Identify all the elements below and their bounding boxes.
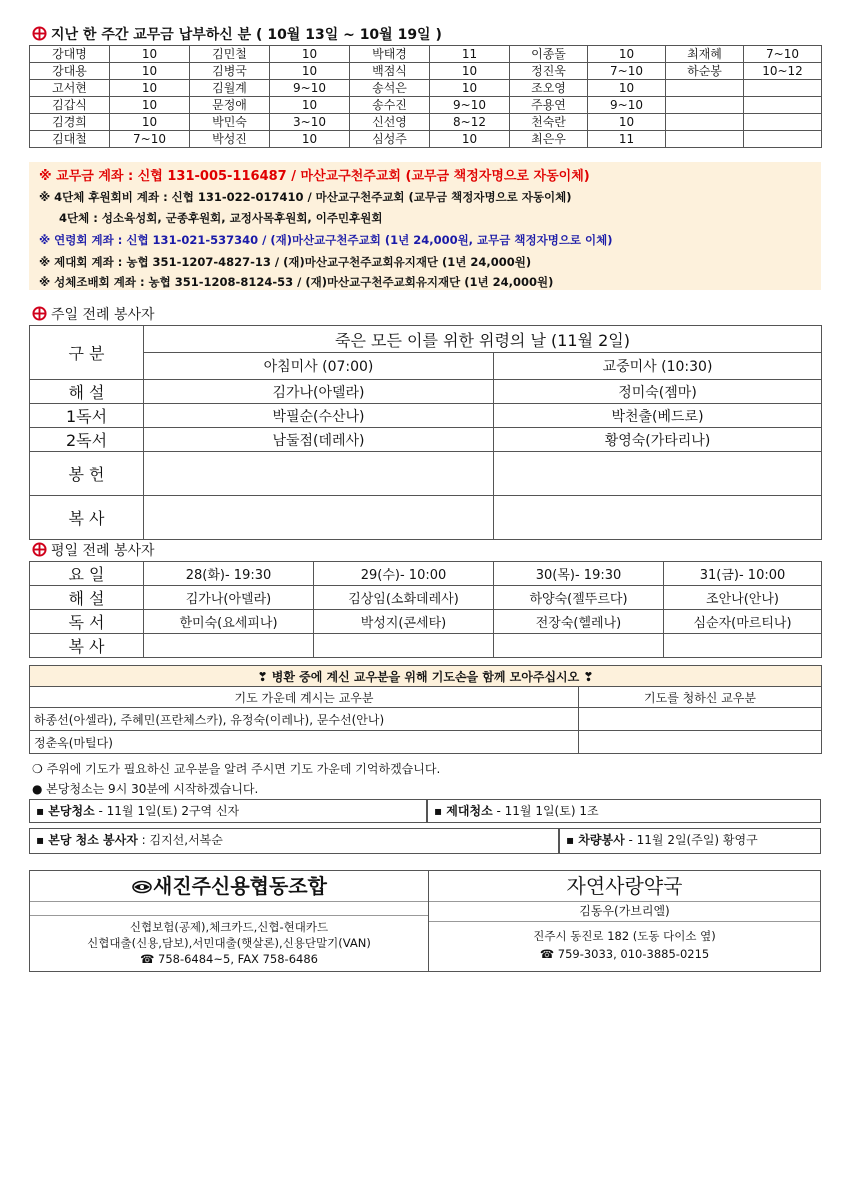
- donor-name: [666, 114, 744, 131]
- weekday-server: 전장숙(헬레나): [494, 610, 664, 634]
- donor-name: [666, 80, 744, 97]
- four-groups-account: ※ 4단체 후원회비 계좌 : 신협 131-022-017410 / 마산교구천주교회 (교무금 책정자명으로 자동이체): [39, 190, 572, 204]
- donor-months: 10: [588, 114, 666, 131]
- sunday-table: [29, 325, 822, 540]
- pharmacy-owner: 김동우(가브리엘): [429, 901, 820, 922]
- donor-months: 9~10: [430, 97, 510, 114]
- morning-server: [144, 496, 494, 540]
- donor-months: 7~10: [588, 63, 666, 80]
- credit-union-phone: 758-6484~5, FAX 758-6486: [158, 952, 318, 966]
- donor-months: 10: [270, 46, 350, 63]
- credit-union-name: 새진주신용협동조합: [153, 874, 327, 898]
- donor-name: 이종돌: [510, 46, 588, 63]
- donor-months: 10: [430, 131, 510, 148]
- weekday-header-label: 요 일: [30, 562, 144, 586]
- prayer-note: ❍ 주위에 기도가 필요하신 교우분을 알려 주시면 기도 가운데 기억하겠습니다.: [32, 762, 441, 776]
- morning-mass-header: 아침미사 (07:00): [144, 353, 494, 380]
- role-label: 해 설: [30, 586, 144, 610]
- donors-section-title: [32, 24, 442, 44]
- donor-name: 최은우: [510, 131, 588, 148]
- donors-table: [29, 45, 822, 148]
- donor-months: 10: [588, 80, 666, 97]
- donor-name: 신선영: [350, 114, 430, 131]
- donor-name: 송수진: [350, 97, 430, 114]
- four-groups-list: 4단체 : 성소육성회, 군종후원회, 교정사목후원회, 이주민후원회: [59, 211, 383, 225]
- donor-name: [666, 131, 744, 148]
- credit-union-spacer: [30, 901, 428, 916]
- donor-months: 7~10: [110, 131, 190, 148]
- donor-name: 정진욱: [510, 63, 588, 80]
- donor-name: 고서현: [30, 80, 110, 97]
- role-label: 2독서: [30, 428, 144, 452]
- cleaning-time-note: ● 본당청소는 9시 30분에 시작하겠습니다.: [32, 782, 259, 796]
- prayer-requester: [579, 708, 822, 731]
- main-server: 정미숙(젬마): [494, 380, 822, 404]
- donor-name: 송석은: [350, 80, 430, 97]
- cleaning-volunteers-label: ▪ 본당 청소 봉사자: [36, 833, 138, 847]
- donor-months: 9~10: [270, 80, 350, 97]
- church-cleaning-text: - 11월 1일(토) 2구역 신자: [94, 804, 240, 818]
- morning-server: 김가나(아델라): [144, 380, 494, 404]
- weekday-server: [494, 634, 664, 658]
- pharmacy-ad: [429, 871, 820, 971]
- donor-row: [30, 97, 822, 114]
- credit-union-ad: [30, 871, 428, 971]
- pharmacy-details: [429, 927, 820, 963]
- pharmacy-address: 진주시 동진로 182 (도동 다이소 옆): [533, 929, 716, 943]
- sunday-section-title: [32, 304, 155, 324]
- weekday-server: [144, 634, 314, 658]
- donor-name: 박민숙: [190, 114, 270, 131]
- main-server: 박천출(베드로): [494, 404, 822, 428]
- main-server: [494, 452, 822, 496]
- day-header: 28(화)- 19:30: [144, 562, 314, 586]
- donor-name: 김월계: [190, 80, 270, 97]
- credit-union-details: [30, 919, 428, 967]
- weekday-server: 조안나(안나): [664, 586, 822, 610]
- weekday-section-title: [32, 540, 155, 560]
- donor-months: 10: [270, 131, 350, 148]
- donor-row: [30, 46, 822, 63]
- donor-name: 심성주: [350, 131, 430, 148]
- credit-union-logo-icon: [131, 880, 153, 894]
- prayer-col-requester: 기도를 청하신 교우분: [579, 687, 822, 708]
- weekday-server: 하양숙(젤뚜르다): [494, 586, 664, 610]
- pharmacy-phone-row: [429, 945, 820, 963]
- altar-cleaning-text: - 11월 1일(토) 1조: [492, 804, 599, 818]
- donor-months: 10: [110, 97, 190, 114]
- donor-months: 9~10: [588, 97, 666, 114]
- donor-name: 최재혜: [666, 46, 744, 63]
- donor-months: 11: [588, 131, 666, 148]
- donor-name: 김병국: [190, 63, 270, 80]
- donor-months: 10: [430, 80, 510, 97]
- main-server: 황영숙(가타리나): [494, 428, 822, 452]
- donor-name: 박성진: [190, 131, 270, 148]
- weekday-server: 박성지(콘세타): [314, 610, 494, 634]
- day-header: 31(금)- 10:00: [664, 562, 822, 586]
- donor-name: 박태경: [350, 46, 430, 63]
- ads-box: [29, 870, 821, 972]
- credit-union-services: 신협보험(공제),체크카드,신협-현대카드: [129, 920, 329, 934]
- donor-name: 주용연: [510, 97, 588, 114]
- donor-name: 백점식: [350, 63, 430, 80]
- donor-months: 8~12: [430, 114, 510, 131]
- weekday-server: 한미숙(요세피나): [144, 610, 314, 634]
- prayer-sick-names: 하종선(아셀라), 주혜민(프란체스카), 유정숙(이레나), 문수선(안나): [30, 708, 579, 731]
- donor-name: 강대용: [30, 63, 110, 80]
- weekday-server: [314, 634, 494, 658]
- church-cleaning-label: ▪ 본당청소: [36, 804, 95, 818]
- donor-months: [744, 80, 822, 97]
- altar-society-account: ※ 제대회 계좌 : 농협 351-1207-4827-13 / (재)마산교구천주교회유지재단 (1년 24,000원): [39, 255, 532, 269]
- main-server: [494, 496, 822, 540]
- cross-circle-icon: [32, 26, 47, 41]
- donor-months: 10~12: [744, 63, 822, 80]
- role-label: 복 사: [30, 496, 144, 540]
- phone-icon: ☎: [539, 947, 558, 961]
- role-label: 1독서: [30, 404, 144, 428]
- phone-icon: ☎: [140, 952, 158, 966]
- weekday-server: [664, 634, 822, 658]
- donor-name: 김민철: [190, 46, 270, 63]
- adoration-society-account: ※ 성체조배회 계좌 : 농협 351-1208-8124-53 / (재)마산교구천주교회유지재단 (1년 24,000원): [39, 275, 554, 289]
- pharmacy-phone: 759-3033, 010-3885-0215: [557, 947, 710, 961]
- donor-name: 천숙란: [510, 114, 588, 131]
- vehicle-service-text: - 11월 2일(주일) 황영구: [624, 833, 758, 847]
- altar-cleaning: [427, 799, 821, 823]
- altar-cleaning-label: ▪ 제대청소: [434, 804, 493, 818]
- donor-row: [30, 131, 822, 148]
- credit-union-name-row: [30, 871, 428, 902]
- cross-circle-icon: [32, 542, 47, 557]
- role-label: 봉 헌: [30, 452, 144, 496]
- funeral-society-account: ※ 연령회 계좌 : 신협 131-021-537340 / (재)마산교구천주교회 (1년 24,000원, 교무금 책정자명으로 이체): [39, 233, 613, 247]
- donor-months: 10: [110, 63, 190, 80]
- credit-union-loans: 신협대출(신용,담보),서민대출(햇살론),신용단말기(VAN): [87, 936, 371, 950]
- donors-title-text: 지난 한 주간 교무금 납부하신 분 ( 10월 13일 ~ 10월 19일 ): [51, 27, 442, 43]
- donor-months: 10: [270, 97, 350, 114]
- day-header: 30(목)- 19:30: [494, 562, 664, 586]
- role-label: 독 서: [30, 610, 144, 634]
- day-header: 29(수)- 10:00: [314, 562, 494, 586]
- pharmacy-name: 자연사랑약국: [429, 871, 820, 902]
- role-label: 해 설: [30, 380, 144, 404]
- prayer-title: ❣ 병환 중에 계신 교우분을 위해 기도손을 함께 모아주십시오 ❣: [30, 666, 822, 687]
- donor-row: [30, 63, 822, 80]
- weekday-server: 김가나(아델라): [144, 586, 314, 610]
- donor-months: 10: [110, 80, 190, 97]
- weekday-title-text: 평일 전례 봉사자: [51, 543, 155, 559]
- donor-row: [30, 114, 822, 131]
- morning-server: [144, 452, 494, 496]
- prayer-table: [29, 665, 822, 754]
- weekday-server: 김상임(소화데레사): [314, 586, 494, 610]
- prayer-requester: [579, 731, 822, 754]
- donor-row: [30, 80, 822, 97]
- sunday-title-text: 주일 전례 봉사자: [51, 307, 155, 323]
- morning-server: 남둘점(데레사): [144, 428, 494, 452]
- donor-months: [744, 97, 822, 114]
- donor-name: 김대철: [30, 131, 110, 148]
- sunday-event-title: 죽은 모든 이를 위한 위령의 날 (11월 2일): [144, 326, 822, 353]
- donor-name: 강대명: [30, 46, 110, 63]
- donor-months: [744, 131, 822, 148]
- donor-months: 10: [110, 114, 190, 131]
- donor-months: 7~10: [744, 46, 822, 63]
- morning-server: 박필순(수산나): [144, 404, 494, 428]
- credit-union-phone-row: [30, 951, 428, 967]
- weekday-table: [29, 561, 822, 658]
- cleaning-volunteers: [29, 828, 559, 854]
- prayer-col-sick: 기도 가운데 계시는 교우분: [30, 687, 579, 708]
- donor-name: 조오영: [510, 80, 588, 97]
- cleaning-volunteers-text: : 김지선,서복순: [137, 833, 223, 847]
- tithe-account: ※ 교무금 계좌 : 신협 131-005-116487 / 마산교구천주교회 (교무금 책정자명으로 자동이체): [39, 169, 590, 184]
- donor-months: [744, 114, 822, 131]
- donor-months: 10: [588, 46, 666, 63]
- weekday-server: 심순자(마르티나): [664, 610, 822, 634]
- vehicle-service-label: ▪ 차량봉사: [566, 833, 625, 847]
- role-label: 복 사: [30, 634, 144, 658]
- cross-circle-icon: [32, 306, 47, 321]
- donor-name: 김경희: [30, 114, 110, 131]
- donor-name: 문정애: [190, 97, 270, 114]
- donor-name: 하순봉: [666, 63, 744, 80]
- donor-months: 10: [110, 46, 190, 63]
- donor-name: 김갑식: [30, 97, 110, 114]
- donor-months: 3~10: [270, 114, 350, 131]
- vehicle-service: [559, 828, 821, 854]
- donor-months: 10: [270, 63, 350, 80]
- accounts-box: [29, 162, 821, 290]
- sunday-header-label: 구 분: [30, 326, 144, 380]
- donor-months: 11: [430, 46, 510, 63]
- donor-name: [666, 97, 744, 114]
- donor-months: 10: [430, 63, 510, 80]
- prayer-sick-names: 정춘옥(마틸다): [30, 731, 579, 754]
- main-mass-header: 교중미사 (10:30): [494, 353, 822, 380]
- church-cleaning: [29, 799, 427, 823]
